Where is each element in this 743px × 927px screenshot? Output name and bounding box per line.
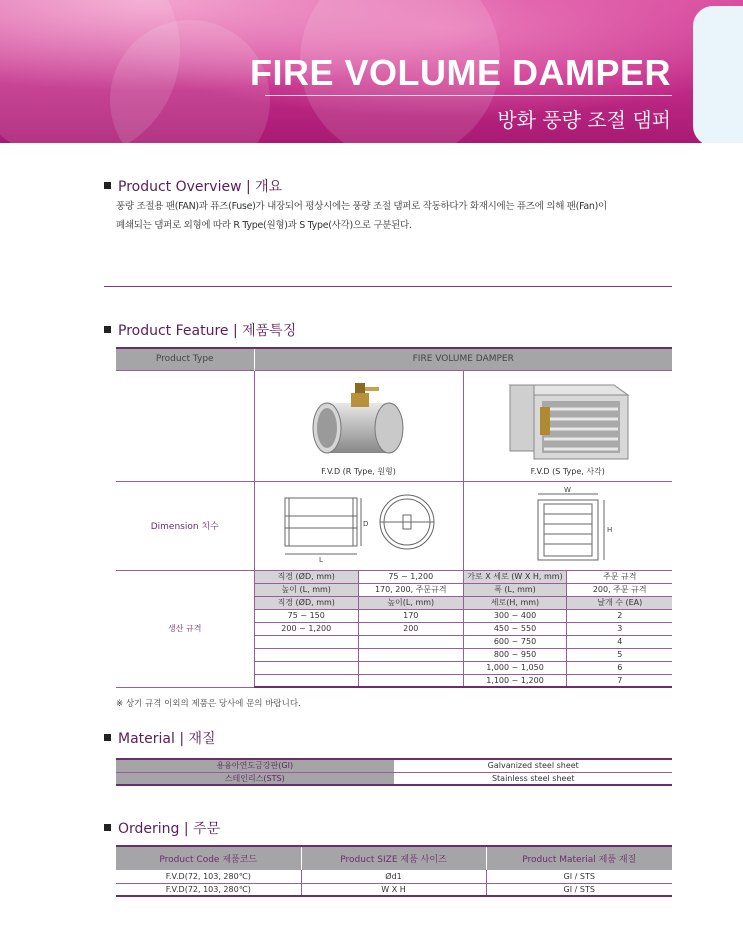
overview-line: 풍량 조절용 팬(FAN)과 퓨즈(Fuse)가 내장되어 평상시에는 풍량 조절 댐퍼로 작동하다가 화재시에는 퓨즈에 의해 팬(Fan)이 — [116, 201, 607, 212]
s-spec-header: 날개 수 (EA) — [567, 596, 672, 609]
spec-note: ※ 상기 규격 이외의 제품은 당사에 문의 바랍니다. — [116, 699, 301, 709]
material-name-en: Galvanized steel sheet — [394, 759, 672, 772]
dimension-w-label: W — [563, 485, 571, 494]
s-spec-cell: 1,000 ~ 1,050 — [463, 661, 567, 674]
s-spec-cell: 1,100 ~ 1,200 — [463, 674, 567, 687]
square-damper-photo — [464, 371, 672, 479]
r-spec-cell — [254, 648, 359, 661]
r-spec-cell — [254, 661, 359, 674]
r-spec-cell: 200 — [359, 622, 464, 635]
page-title: FIRE VOLUME DAMPER — [249, 52, 671, 93]
r-spec-cell: 75 ~ 150 — [254, 609, 359, 622]
s-spec-header: 폭 (L, mm) — [463, 583, 567, 596]
s-spec-cell: 600 ~ 750 — [463, 635, 567, 648]
bullet-square-icon — [104, 182, 111, 189]
r-spec-cell — [359, 674, 464, 687]
ordering-code: F.V.D(72, 103, 280℃) — [116, 870, 301, 883]
dimension-l-label: L — [318, 555, 323, 564]
r-spec-cell: 170 — [359, 609, 464, 622]
s-type-caption: F.V.D (S Type, 사각) — [530, 466, 605, 476]
s-spec-cell: 5 — [567, 648, 672, 661]
r-spec-header: 높이 (L, mm) — [254, 583, 359, 596]
ordering-material: GI / STS — [486, 883, 672, 896]
dimension-h-label: H — [606, 525, 613, 534]
feature-table — [116, 347, 672, 688]
s-type-photo-cell — [463, 370, 672, 481]
ordering-title-text: Ordering | 주문 — [118, 821, 221, 837]
ordering-header-code: Product Code 제품코드 — [116, 846, 301, 870]
s-spec-cell: 450 ~ 550 — [463, 622, 567, 635]
material-title-text: Material | 재질 — [118, 731, 216, 747]
r-spec-cell — [359, 648, 464, 661]
s-spec-header: 세로(H, mm) — [463, 596, 567, 609]
ordering-material: GI / STS — [486, 870, 672, 883]
r-type-caption: F.V.D (R Type, 원형) — [321, 466, 396, 476]
bullet-square-icon — [104, 824, 111, 831]
s-type-dimension-drawing-cell — [463, 481, 672, 570]
product-name-header: FIRE VOLUME DAMPER — [254, 348, 672, 370]
overview-title-text: Product Overview | 개요 — [118, 179, 283, 195]
material-name-kr: 용융아연도금강판(GI) — [116, 759, 394, 772]
material-name-kr: 스테인리스(STS) — [116, 772, 394, 785]
r-spec-cell — [359, 661, 464, 674]
s-spec-cell: 4 — [567, 635, 672, 648]
material-heading — [104, 728, 216, 748]
ordering-code: F.V.D(72, 103, 280℃) — [116, 883, 301, 896]
ordering-size: Ød1 — [301, 870, 486, 883]
r-spec-header: 높이(L, mm) — [359, 596, 464, 609]
s-spec-cell: 2 — [567, 609, 672, 622]
page-subtitle: 방화 풍량 조절 댐퍼 — [497, 108, 671, 132]
r-type-photo-cell — [254, 370, 463, 481]
ordering-header-size: Product SIZE 제품 사이즈 — [301, 846, 486, 870]
r-type-dimension-drawing-cell — [254, 481, 463, 570]
round-dimension-drawing — [255, 482, 463, 568]
section-divider — [104, 286, 672, 287]
ordering-row — [116, 870, 672, 883]
overview-line: 폐쇄되는 댐퍼로 외형에 따라 R Type(원형)과 S Type(사각)으로 구분된다. — [116, 220, 412, 231]
round-damper-photo — [255, 371, 463, 479]
s-spec-cell: 3 — [567, 622, 672, 635]
ordering-row — [116, 883, 672, 896]
material-row — [116, 759, 672, 772]
r-spec-cell — [254, 635, 359, 648]
overview-text — [116, 197, 676, 235]
ordering-table — [116, 845, 672, 897]
ordering-heading — [104, 818, 220, 838]
s-spec-cell: 7 — [567, 674, 672, 687]
r-spec-cell: 200 ~ 1,200 — [254, 622, 359, 635]
s-spec-value: 주문 규격 — [567, 570, 672, 583]
production-spec-label: 생산 규격 — [116, 570, 254, 687]
dimension-d-label: D — [362, 519, 368, 528]
material-row — [116, 772, 672, 785]
s-spec-value: 200, 주문 규격 — [567, 583, 672, 596]
r-spec-cell — [254, 674, 359, 687]
r-spec-value: 75 ~ 1,200 — [359, 570, 464, 583]
s-spec-header: 가로 X 세로 (W X H, mm) — [463, 570, 567, 583]
feature-title-text: Product Feature | 제품특징 — [118, 323, 297, 339]
ordering-size: W X H — [301, 883, 486, 896]
title-underline — [265, 95, 672, 96]
square-dimension-drawing — [464, 482, 672, 568]
s-spec-cell: 300 ~ 400 — [463, 609, 567, 622]
material-table — [116, 758, 672, 786]
material-name-en: Stainless steel sheet — [394, 772, 672, 785]
page-tab-decoration — [693, 6, 743, 143]
r-spec-value: 170, 200, 주문규격 — [359, 583, 464, 596]
r-spec-header: 직경 (ØD, mm) — [254, 570, 359, 583]
product-type-header: Product Type — [116, 348, 254, 370]
r-spec-header: 직경 (ØD, mm) — [254, 596, 359, 609]
r-spec-cell — [359, 635, 464, 648]
ordering-header-material: Product Material 제품 재질 — [486, 846, 672, 870]
bullet-square-icon — [104, 734, 111, 741]
feature-heading — [104, 320, 296, 340]
overview-heading — [104, 176, 282, 196]
bullet-square-icon — [104, 326, 111, 333]
dimension-label: Dimension 치수 — [116, 481, 254, 570]
s-spec-cell: 6 — [567, 661, 672, 674]
s-spec-cell: 800 ~ 950 — [463, 648, 567, 661]
image-row-label — [116, 370, 254, 481]
page-header — [0, 0, 743, 143]
